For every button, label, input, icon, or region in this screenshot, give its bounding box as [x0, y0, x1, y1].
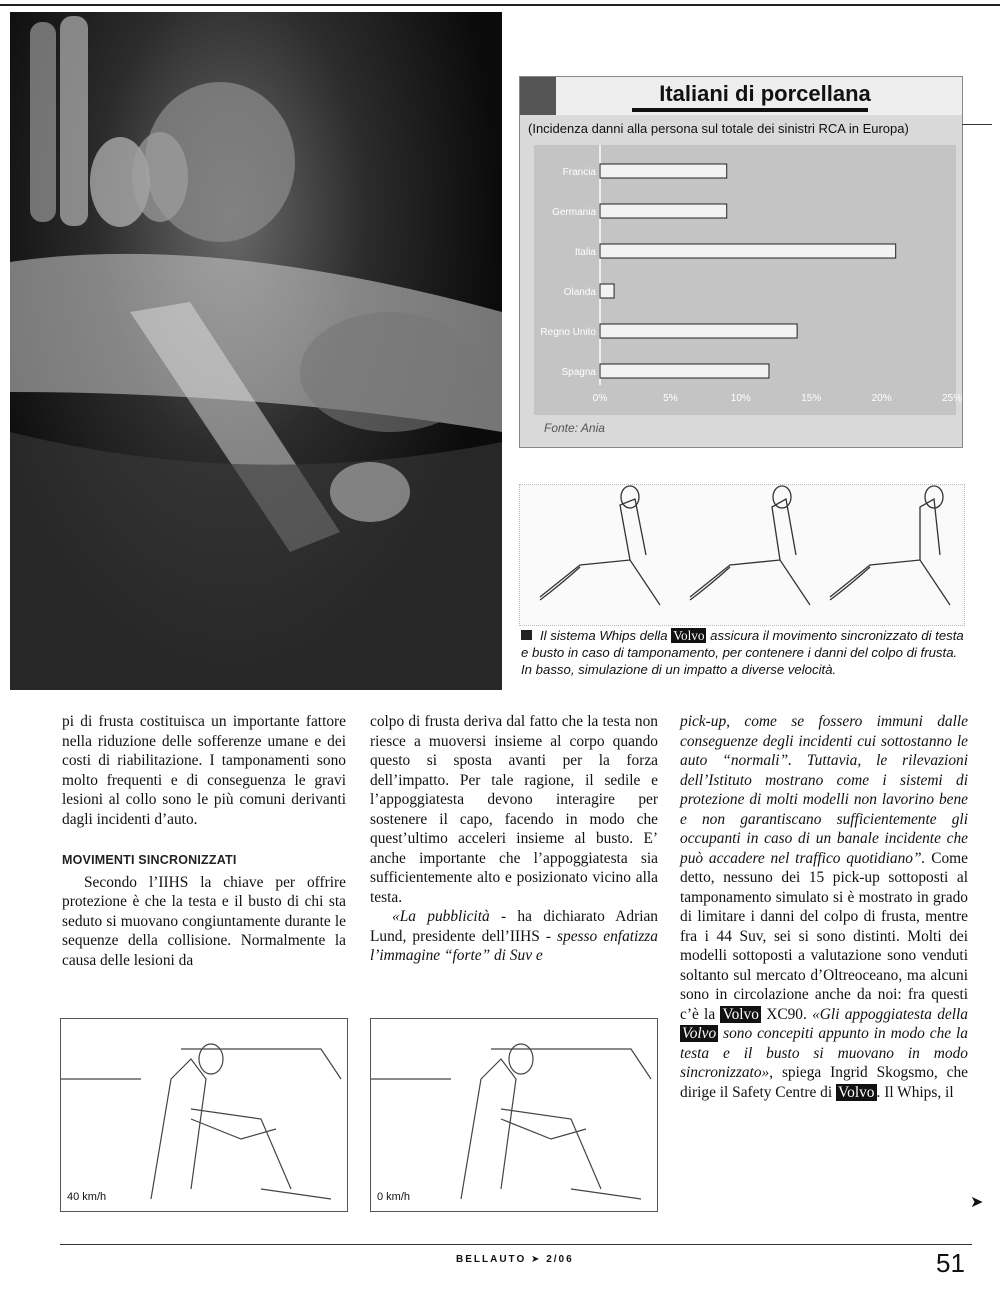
col2-quote: spesso enfatizza l’immagine “forte” di Suv e [370, 927, 658, 964]
bar [600, 284, 614, 298]
page-number: 51 [936, 1248, 965, 1278]
col2-quote-start: «La pubblicità [392, 908, 490, 925]
footer-credit [456, 1254, 574, 1265]
simulation-figure-40kmh [60, 1018, 348, 1212]
brand-volvo-2: Volvo [722, 1005, 759, 1023]
chart-side-rule [962, 124, 992, 125]
text-column-2 [370, 712, 658, 966]
tick-label: 20% [871, 393, 892, 404]
text-column-1 [62, 712, 346, 970]
simulation-drawing-2 [371, 1019, 657, 1211]
col3-quote-2a: «Gli appoggiatesta della [812, 1005, 968, 1023]
magazine-name: BELLAUTO [456, 1254, 527, 1265]
col1-paragraph-2: Secondo l’IIHS la chiave per offrire protezione è che la testa e il busto di chi sta seduto si muovano congiuntamente durante le sequenze della collisione. Normalmente la causa delle lesioni da [62, 873, 346, 969]
caption-marker [521, 630, 532, 640]
col2-paragraph-1: colpo di frusta deriva dal fatto che la testa non riesce a muoversi insieme al corpo quando questo si sposta avanti per la forza dell’impatto. Per tale ragione, il sedile e l’appoggiatesta devono interagire per sostenere il capo, facendo in modo che quest’ultimo acceleri insieme al busto. E’ anche importante che l’appoggiatesta sia sufficientemente alto e posizionato vicino alla testa. [370, 713, 658, 906]
chart-panel [519, 76, 963, 448]
col3-paragraph [680, 712, 968, 1102]
tick-label: 0% [592, 393, 608, 404]
tick-label: 25% [941, 393, 963, 404]
col3-quote: pick-up, come se fossero immuni dalle conseguenze degli incidenti cui sottostanno le auto “normali”. Tuttavia, le rilevazioni dell’Istituto mostrano come i sistemi di protezione di molti modelli non lavorino bene e non garantiscano sufficientemente gli occupanti in caso di un banale incidente che può accadere nel traffico quotidiano”. [680, 713, 968, 867]
section-subhead: MOVIMENTI SINCRONIZZATI [62, 853, 237, 867]
brand-volvo-4: Volvo [838, 1083, 875, 1101]
col2-attribution: - ha dichiarato Adrian Lund, presidente dell’IIHS - [370, 908, 659, 945]
simulation-figure-0kmh [370, 1018, 658, 1212]
col3-text: Come detto, nessuno dei 15 pick-up sottoposti al tamponamento simulato si è mostrato in grado di limitare i danni del colpo di frusta, mentre fra i 44 Suv, sei si sono distinti. Molti dei modelli sottoposti a valutazione sono venduti soltanto sul mercato d’Oltreoceano, ma alcuni sono in circolazione anche da noi: fra questi c’è la [680, 849, 968, 1023]
category-label: Francia [562, 167, 596, 178]
issue-number: 2/06 [546, 1254, 574, 1265]
caption-text-1: Il sistema Whips della [540, 628, 668, 643]
bar [600, 244, 896, 258]
chart-subtitle: (Incidenza danni alla persona sul totale dei sinistri RCA in Europa) [528, 121, 909, 136]
seat-sequence-drawing [520, 485, 964, 625]
col2-paragraph-2 [370, 907, 658, 966]
category-label: Spagna [561, 367, 596, 378]
bar [600, 364, 769, 378]
chart-source: Fonte: Ania [544, 421, 605, 435]
category-label: Regno Unito [540, 327, 596, 338]
crash-test-illustration [10, 12, 502, 690]
category-label: Germania [552, 207, 596, 218]
col3-tail-1: , spiega Ingrid Skogsmo, che dirige il Safety Centre di [680, 1064, 968, 1101]
col3-model: XC90. [760, 1005, 813, 1023]
col1-paragraph-1: pi di frusta costituisca un importante fattore nella riduzione delle sofferenze umane e dei costi di riabilitazione. I tamponamenti sono molto frequenti e di conseguenza le gravi lesioni al collo sono le più comuni derivanti dagli incidenti d’auto. [62, 713, 346, 828]
chart-title-mark [520, 77, 556, 115]
brand-volvo-3: Volvo [682, 1025, 717, 1042]
photo-caption [521, 627, 969, 678]
figure-label-40kmh: 40 km/h [67, 1191, 107, 1203]
tick-label: 15% [801, 393, 822, 404]
simulation-drawing-1 [61, 1019, 347, 1211]
text-column-3 [680, 712, 968, 1102]
continue-arrow: ➤ [970, 1194, 984, 1211]
tick-label: 5% [663, 393, 678, 404]
figure-label-0kmh: 0 km/h [377, 1191, 411, 1203]
bar-chart [524, 145, 963, 415]
footer-arrow: ➤ [531, 1254, 542, 1265]
category-label: Italia [574, 247, 596, 258]
chart-title-underline [632, 108, 868, 112]
col3-quote-2b: sono concepiti appunto in modo che la testa e il busto si muovano in modo sincronizzato» [680, 1025, 968, 1081]
bar [600, 164, 727, 178]
brand-volvo: Volvo [673, 628, 705, 643]
crash-test-photo [10, 12, 502, 690]
top-rule [0, 4, 1000, 6]
category-label: Olanda [563, 287, 596, 298]
caption-text-2: assicura il movimento sincronizzato di testa e busto in caso di tamponamento, per contenere i danni del colpo di frusta. In basso, simulazione di un impatto a diverse velocità. [521, 628, 964, 677]
tick-label: 10% [730, 393, 751, 404]
footer-rule [60, 1244, 972, 1245]
col3-tail-2: . Il Whips, il [876, 1083, 954, 1101]
whips-seat-illustration [519, 484, 965, 626]
chart-title: Italiani di porcellana [659, 81, 871, 106]
bar [600, 324, 797, 338]
bar [600, 204, 727, 218]
